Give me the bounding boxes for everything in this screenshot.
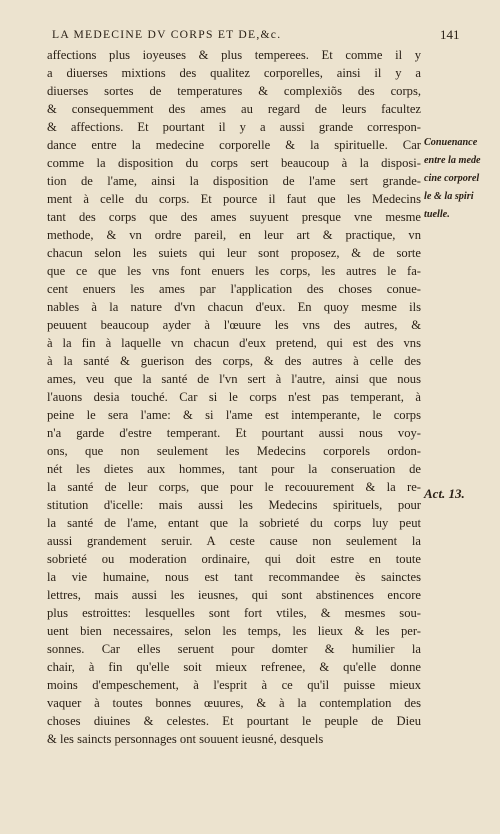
text-line: affections plus ioyeuses & plus temperees. Et comme il y	[47, 48, 421, 62]
margin-note	[424, 134, 496, 224]
margin-reference: Act. 13.	[424, 486, 465, 501]
text-line: que ce que les vns font enuers les corps, les autres le fa-	[47, 264, 421, 278]
text-line: vaquer à toutes bonnes œuures, & à la contemplation des	[47, 696, 421, 710]
text-line: nables à la nature d'vn chacun d'eux. En quoy mesme ils	[47, 300, 421, 314]
text-line: n'a garde d'estre temperant. Et pourtant aussi nous voy-	[47, 426, 421, 440]
text-line: l'auons desia touché. Car si le corps n'est pas temperant, à	[47, 390, 421, 404]
text-line: chacun selon les suiets qui leur sont proposez, & de sorte	[47, 246, 421, 260]
text-line: dance entre la medecine corporelle & la spirituelle. Car	[47, 138, 421, 152]
margin-note-line: le & la spiri	[424, 191, 474, 202]
text-line: peuuent beaucoup ayder à l'œuure les vns des autres, &	[47, 318, 421, 332]
text-line: a diuerses mixtions des qualitez corporelles, ainsi il y a	[47, 66, 421, 80]
text-line: sonnes. Car elles seruent pour domter & humilier la	[47, 642, 421, 656]
text-line: & consequemment des ames au regard de leurs facultez	[47, 102, 421, 116]
text-line: cent enuers les ames par l'application des choses conue-	[47, 282, 421, 296]
margin-note-line: entre la mede	[424, 155, 481, 166]
margin-note-line: Conuenance	[424, 137, 478, 148]
text-line: ons, que non seulement les Medecins corporels ordon-	[47, 444, 421, 458]
text-line: choses diuines & celestes. Et pourtant le peuple de Dieu	[47, 714, 421, 728]
text-line: chair, à fin qu'elle soit mieux refrenee, & qu'elle donne	[47, 660, 421, 674]
page-number: 141	[440, 27, 460, 42]
text-line: diuerses sortes de temperatures & complexiõs des corps,	[47, 84, 421, 98]
text-line: & les saincts personnages ont souuent ieusné, desquels	[47, 732, 324, 746]
margin-note-line: tuelle.	[424, 209, 450, 220]
text-line: ames, veu que la santé de l'vn sert à l'autre, ainsi que nous	[47, 372, 421, 386]
text-line: sobrieté ou moderation ordinaire, qui doit estre en toute	[47, 552, 421, 566]
text-line: à la santé & guerison des corps, & des autres à celle des	[47, 354, 421, 368]
text-line: moins d'empeschement, à l'esprit à ce qu'il puisse mieux	[47, 678, 421, 692]
text-line: ment à celle du corps. Et pource il faut que les Medecins	[47, 192, 421, 206]
text-line: la santé de leur corps, que pour le recouurement & la re-	[47, 480, 421, 494]
text-line: aussi grandement seruir. A ceste cause non seulement la	[47, 534, 421, 548]
text-line: plus estroittes: lesquelles sont fort vtiles, & mesmes sou-	[47, 606, 421, 620]
text-line: tion de l'ame, ainsi la disposition de l'ame sert grande-	[47, 174, 421, 188]
text-line: la vie humaine, nous est tant recommandee ès sainctes	[47, 570, 421, 584]
margin-note-line: cine corporel	[424, 173, 480, 184]
text-line: à la fin à laquelle vn chacun d'eux pretend, qui est des vns	[47, 336, 421, 350]
text-line: nét les dietes aux hommes, tant pour la conseruation de	[47, 462, 421, 476]
text-line: la santé de l'ame, entant que la sobrieté du corps luy peut	[47, 516, 421, 530]
text-line: methode, & vn ordre pareil, en leur art & practique, vn	[47, 228, 421, 242]
text-line: peine le sera l'ame: & si l'ame est intemperante, le corps	[47, 408, 421, 422]
text-line: uent bien necessaires, selon les temps, les lieux & les per-	[47, 624, 421, 638]
text-line: lettres, mais aussi les ieusnes, qui sont abstinences encore	[47, 588, 421, 602]
text-line: comme la disposition du corps sert beaucoup à la disposi-	[47, 156, 421, 170]
text-line: tant des corps que des ames suyuent presque vne mesme	[47, 210, 421, 224]
running-head: LA MEDECINE DV CORPS ET DE,&c.	[52, 28, 282, 41]
text-line: stitution d'icelle: mais aussi les Medecins spirituels, pour	[47, 498, 421, 512]
text-line: & affections. Et pourtant il y a aussi grande correspon-	[47, 120, 421, 134]
